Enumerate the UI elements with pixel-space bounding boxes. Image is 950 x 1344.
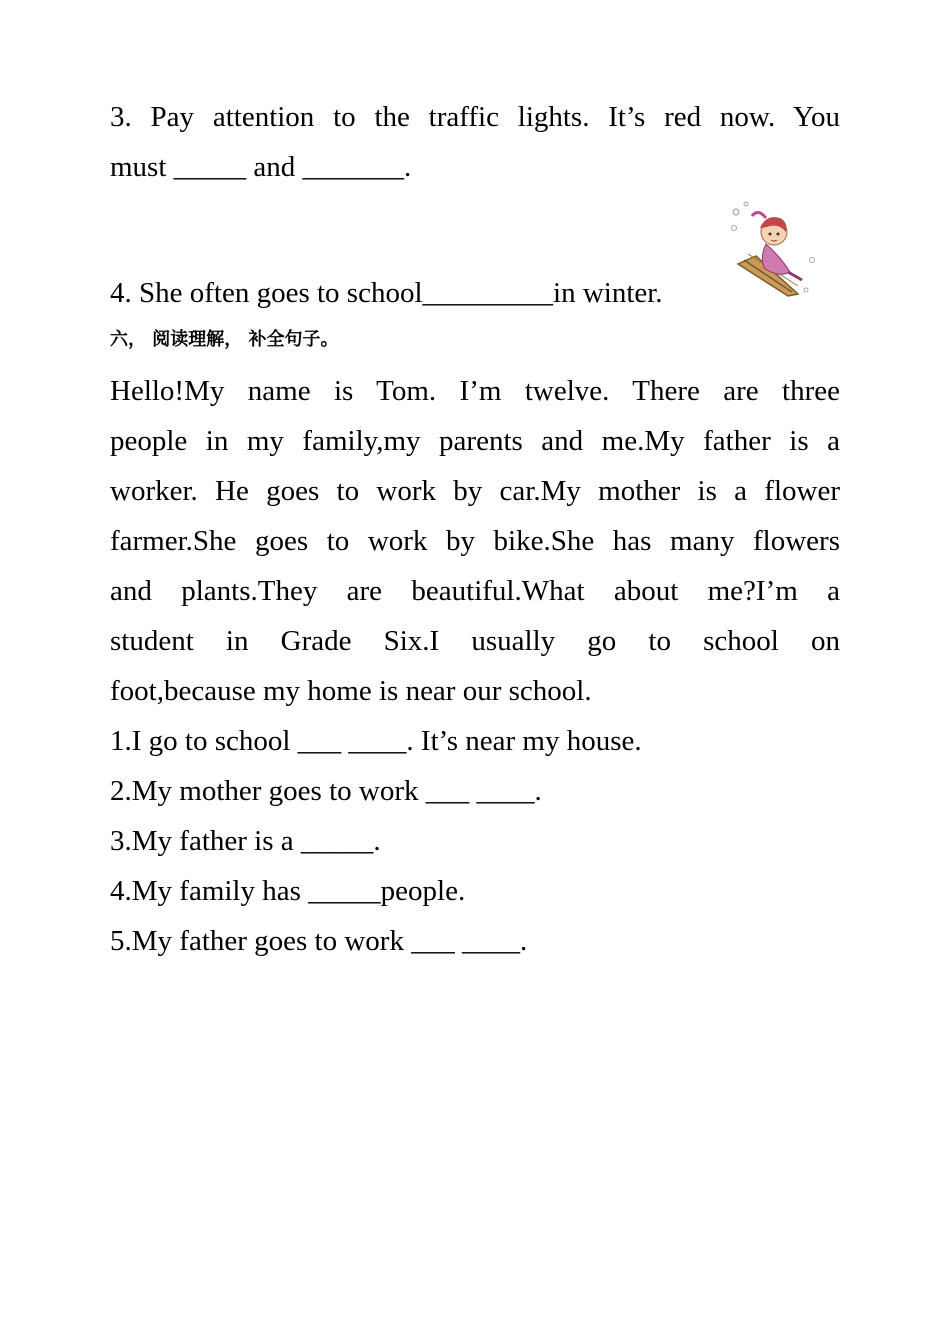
fill-in-sentence-3: 3.My father is a _____. bbox=[110, 825, 381, 857]
fill-in-sentence-2: 2.My mother goes to work ___ ____. bbox=[110, 775, 542, 807]
passage-line-7: foot,because my home is near our school. bbox=[110, 675, 592, 707]
passage-line-4: farmer.She goes to work by bike.She has many flowers bbox=[110, 525, 840, 557]
question-4: 4. She often goes to school_________in winter. bbox=[110, 277, 663, 309]
fill-in-sentence-4: 4.My family has _____people. bbox=[110, 875, 466, 907]
passage-line-2: people in my family,my parents and me.My father is a bbox=[110, 425, 840, 457]
fill-in-sentence-5: 5.My father goes to work ___ ____. bbox=[110, 925, 528, 957]
question-3-line-1: 3. Pay attention to the traffic lights. It’s red now. You bbox=[110, 101, 840, 133]
passage-line-1: Hello!My name is Tom. I’m twelve. There are three bbox=[110, 375, 840, 407]
question-3-line-2: must _____ and _______. bbox=[110, 151, 412, 183]
passage-line-3: worker. He goes to work by car.My mother is a flower bbox=[110, 475, 840, 507]
passage-line-6: student in Grade Six.I usually go to school on bbox=[110, 625, 840, 657]
passage-line-5: and plants.They are beautiful.What about me?I’m a bbox=[110, 575, 840, 607]
fill-in-sentence-1: 1.I go to school ___ ____. It’s near my house. bbox=[110, 725, 642, 757]
section-6-heading: 六， 阅读理解， 补全句子。 bbox=[110, 329, 339, 350]
